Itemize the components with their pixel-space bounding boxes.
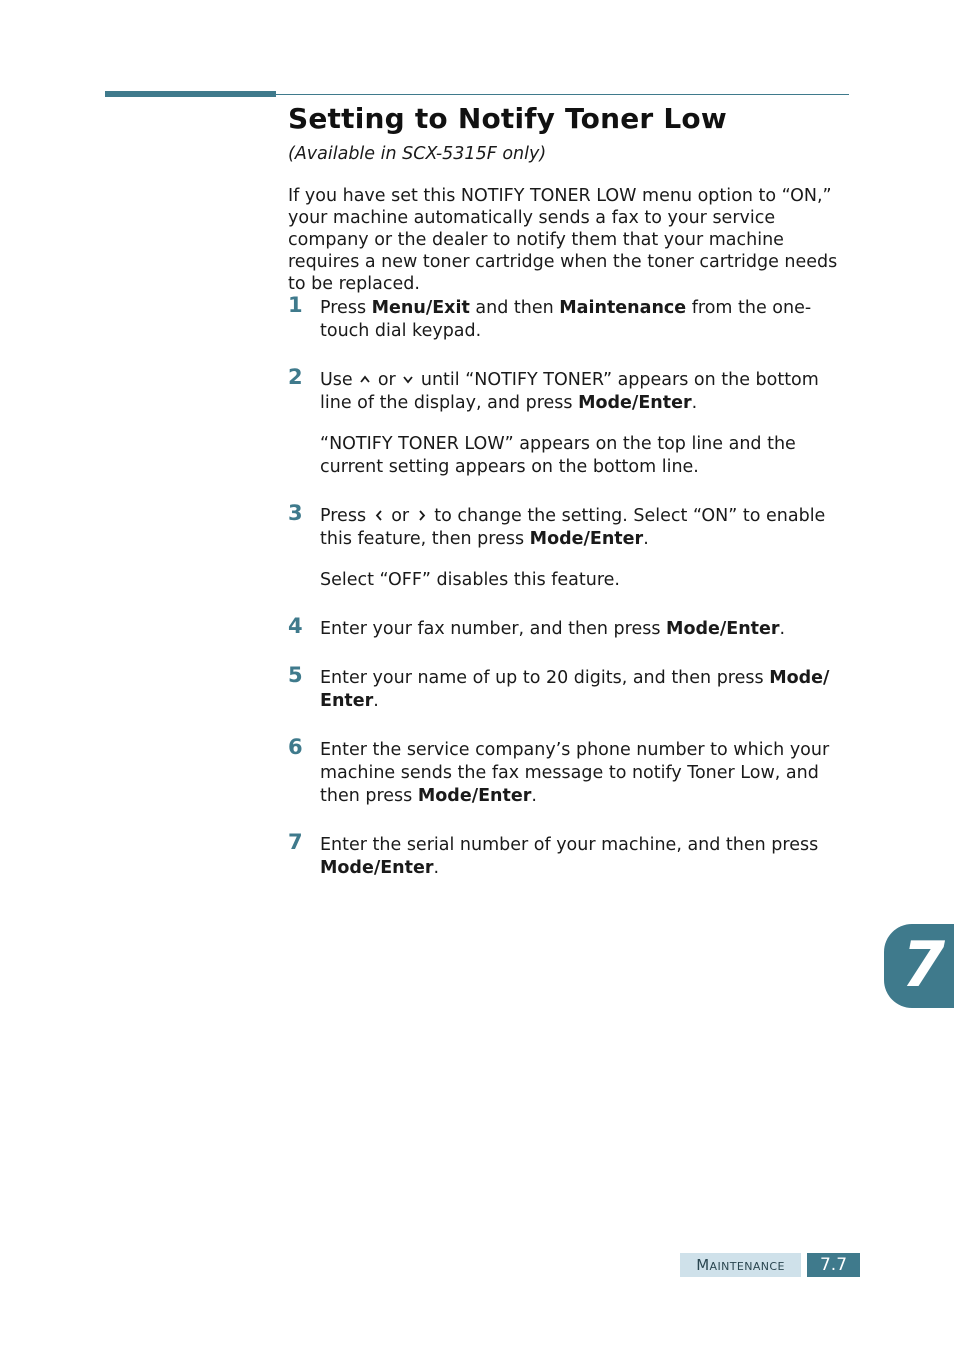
- step-1: [288, 293, 853, 343]
- step-3: [288, 501, 853, 592]
- step-6: [288, 735, 853, 808]
- left-arrow-icon: [372, 507, 386, 523]
- step-number: 2: [288, 365, 303, 389]
- step-4: [288, 614, 853, 641]
- step-5: [288, 663, 853, 713]
- down-arrow-icon: [401, 371, 415, 387]
- step-note: “NOTIFY TONER LOW” appears on the top line and the current setting appears on the bottom line.: [320, 434, 796, 477]
- right-arrow-icon: [415, 507, 429, 523]
- step-number: 3: [288, 501, 303, 525]
- page-subtitle: (Available in SCX-5315F only): [288, 144, 547, 164]
- footer-section-label: Maintenance: [680, 1253, 801, 1277]
- step-text: Use or until “NOTIFY TONER” appears on the bottom line of the display, and press Mode/Enter.: [320, 370, 819, 413]
- step-text: Enter your fax number, and then press Mode/Enter.: [320, 619, 786, 639]
- step-2: [288, 365, 853, 479]
- chapter-number: 7: [902, 928, 946, 1001]
- page-title: Setting to Notify Toner Low: [288, 102, 727, 135]
- step-number: 4: [288, 614, 303, 638]
- up-arrow-icon: [358, 371, 372, 387]
- step-number: 1: [288, 293, 303, 317]
- footer-page-number: 7.7: [807, 1253, 860, 1277]
- steps-list: [288, 293, 853, 880]
- step-text: Press Menu/Exit and then Maintenance from the one-touch dial keypad.: [320, 298, 812, 341]
- step-7: [288, 830, 853, 880]
- header-rule-thin: [276, 94, 849, 95]
- intro-paragraph: If you have set this NOTIFY TONER LOW menu option to “ON,” your machine automatically sends a fax to your service company or the dealer to notify them that your machine requires a new toner cartridge when the toner cartridge needs to be replaced.: [288, 186, 838, 294]
- step-text: Enter the service company’s phone number to which your machine sends the fax message to notify Toner Low, and then press Mode/Enter.: [320, 740, 830, 806]
- step-number: 6: [288, 735, 303, 759]
- step-number: 7: [288, 830, 303, 854]
- step-text: Enter the serial number of your machine, and then press Mode/Enter.: [320, 835, 819, 878]
- step-note: Select “OFF” disables this feature.: [320, 570, 620, 590]
- step-text: Press or to change the setting. Select “ON” to enable this feature, then press Mode/Enter.: [320, 506, 826, 549]
- step-number: 5: [288, 663, 303, 687]
- step-text: Enter your name of up to 20 digits, and then press Mode/ Enter.: [320, 668, 830, 711]
- header-rule-thick: [105, 91, 276, 97]
